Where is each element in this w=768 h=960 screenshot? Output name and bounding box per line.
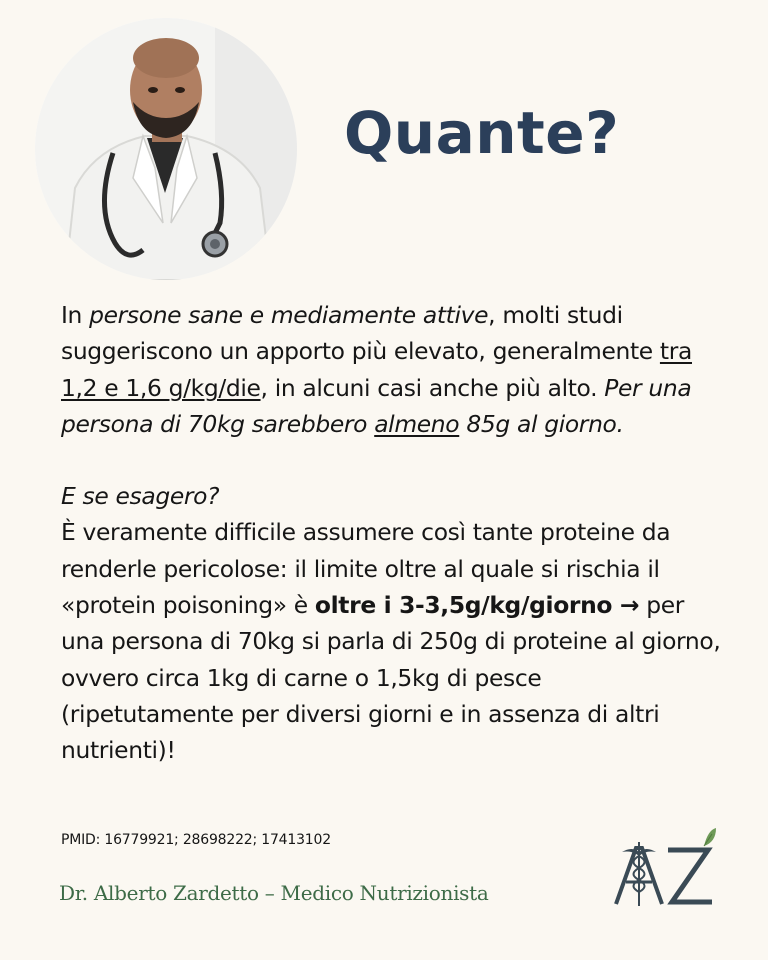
- references: PMID: 16779921; 28698222; 17413102: [61, 832, 331, 848]
- main-text: [61, 297, 721, 769]
- text-segment: , molti studi suggeriscono un apporto più elevato, generalmente: [61, 301, 660, 366]
- logo-text: AZ: [612, 826, 614, 827]
- page-title: Quante?: [344, 99, 620, 167]
- bold-limit: oltre i 3-3,5g/kg/giorno →: [314, 591, 640, 620]
- text-segment: , in alcuni casi anche più alto.: [260, 373, 605, 402]
- emphasis-text: persone sane e mediamente attive: [89, 301, 489, 329]
- text-segment: per una persona di 70kg si parla di 250g di proteine al giorno, ovvero circa 1kg di carne o 1,5kg di pesce (ripetutamente per diversi giorni e in assenza di altri nutrienti)!: [61, 591, 721, 765]
- paragraph-gap: [61, 442, 721, 478]
- section-heading: [61, 478, 721, 514]
- text-segment: È veramente difficile assumere così tante proteine da renderle pericolose: il limite oltre al quale si rischia il «protein poisoning» è: [61, 518, 671, 620]
- paragraph-excess: [61, 514, 721, 768]
- underlined-emphasis: almeno: [374, 409, 460, 438]
- underlined-range: tra 1,2 e 1,6 g/kg/die: [61, 337, 692, 402]
- caduceus-leaf-logo: [612, 826, 716, 908]
- emphasis-text: 85g al giorno.: [459, 409, 624, 438]
- doctor-portrait-photo: [35, 18, 297, 280]
- text-segment: In: [61, 301, 90, 329]
- paragraph-daily-intake: [61, 297, 721, 442]
- heading-text: E se esagero?: [61, 482, 220, 511]
- emphasis-text: Per una persona di 70kg sarebbero: [61, 373, 692, 438]
- author-signature: Dr. Alberto Zardetto – Medico Nutrizionista: [59, 881, 489, 905]
